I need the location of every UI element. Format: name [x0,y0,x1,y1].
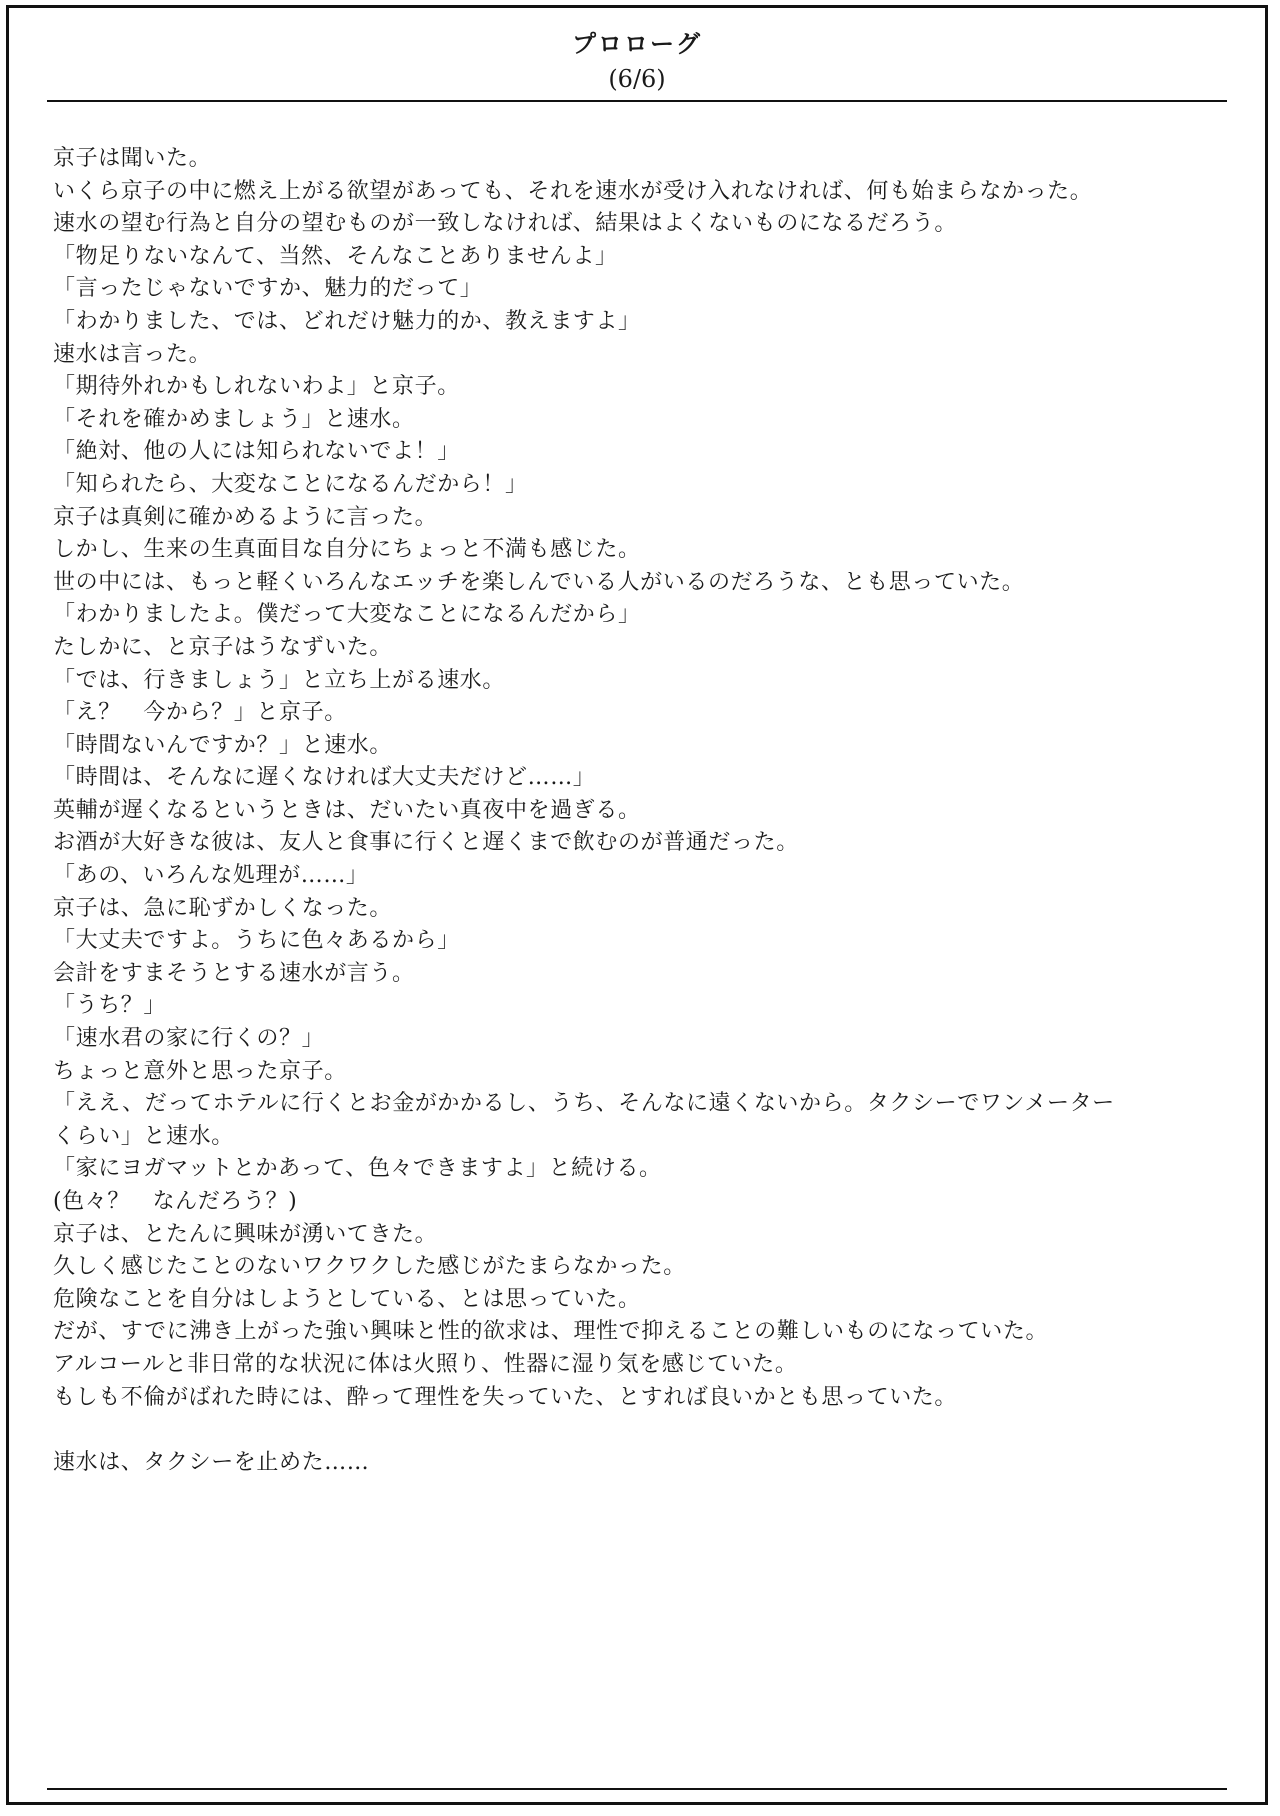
text-line: 「ええ、だってホテルに行くとお金がかかるし、うち、そんなに遠くないから。タクシーでワンメーター [53,1091,1115,1117]
page-frame [6,5,1268,1805]
text-line: 速水は言った。 [53,341,212,367]
chapter-title: プロローグ [572,29,702,58]
text-line: もしも不倫がばれた時には、酔って理性を失っていた、とすれば良いかとも思っていた。 [53,1384,958,1410]
text-line: 「あの、いろんな処理が……」 [53,863,369,889]
blank-line [53,1414,1233,1447]
text-line: 「わかりました、では、どれだけ魅力的か、教えますよ」 [53,308,641,334]
page-number: (6/6) [608,65,666,93]
text-line: 久しく感じたことのないワクワクした感じがたまらなかった。 [53,1254,686,1280]
text-line: 「え？ 今から？」と京子。 [53,700,347,726]
text-line: 京子は真剣に確かめるように言った。 [53,504,438,530]
page-header [9,26,1265,96]
body-text [53,143,1233,1479]
text-line: 速水は、タクシーを止めた…… [53,1449,370,1475]
text-line: 「家にヨガマットとかあって、色々できますよ」と続ける。 [53,1156,662,1182]
text-line: くらい」と速水。 [53,1123,234,1149]
text-line: ちょっと意外と思った京子。 [53,1058,347,1084]
text-line: 「知られたら、大変なことになるんだから！」 [53,471,528,497]
text-line: 世の中には、もっと軽くいろんなエッチを楽しんでいる人がいるのだろうな、とも思っていた。 [53,569,1025,595]
text-line: 「言ったじゃないですか、魅力的だって」 [53,276,483,302]
text-line: 「絶対、他の人には知られないでよ！」 [53,439,460,465]
text-line: たしかに、と京子はうなずいた。 [53,634,393,660]
text-line: 「大丈夫ですよ。うちに色々あるから」 [53,928,460,954]
text-line: いくら京子の中に燃え上がる欲望があっても、それを速水が受け入れなければ、何も始まらなかった。 [53,178,1093,204]
text-line: 「わかりましたよ。僕だって大変なことになるんだから」 [53,602,641,628]
text-line: 危険なことを自分はしようとしている、とは思っていた。 [53,1286,641,1312]
text-line: 「それを確かめましょう」と速水。 [53,406,415,432]
footer-divider [47,1788,1227,1790]
text-line: 「速水君の家に行くの？」 [53,1026,325,1052]
header-divider [47,100,1227,102]
text-line: 「うち？」 [53,993,167,1019]
text-line: 京子は、急に恥ずかしくなった。 [53,895,393,921]
text-line: アルコールと非日常的な状況に体は火照り、性器に湿り気を感じていた。 [53,1351,798,1377]
text-line: 「時間は、そんなに遅くなければ大丈夫だけど……」 [53,765,596,791]
text-line: 「期待外れかもしれないわよ」と京子。 [53,374,460,400]
text-line: 京子は聞いた。 [53,146,212,171]
text-line: 京子は、とたんに興味が湧いてきた。 [53,1221,438,1247]
text-line: 会計をすまそうとする速水が言う。 [53,960,415,986]
text-line: 「では、行きましょう」と立ち上がる速水。 [53,667,506,693]
text-line: 速水の望む行為と自分の望むものが一致しなければ、結果はよくないものになるだろう。 [53,211,958,237]
text-line: (色々？ なんだろう？) [53,1189,298,1214]
text-line: 「時間ないんですか？」と速水。 [53,732,393,758]
text-line: 「物足りないなんて、当然、そんなことありませんよ」 [53,243,618,269]
text-line: だが、すでに沸き上がった強い興味と性的欲求は、理性で抑えることの難しいものになっていた。 [53,1319,1049,1345]
text-line: 英輔が遅くなるというときは、だいたい真夜中を過ぎる。 [53,797,641,823]
text-line: しかし、生来の生真面目な自分にちょっと不満も感じた。 [53,537,641,563]
text-line: お酒が大好きな彼は、友人と食事に行くと遅くまで飲むのが普通だった。 [53,830,799,856]
